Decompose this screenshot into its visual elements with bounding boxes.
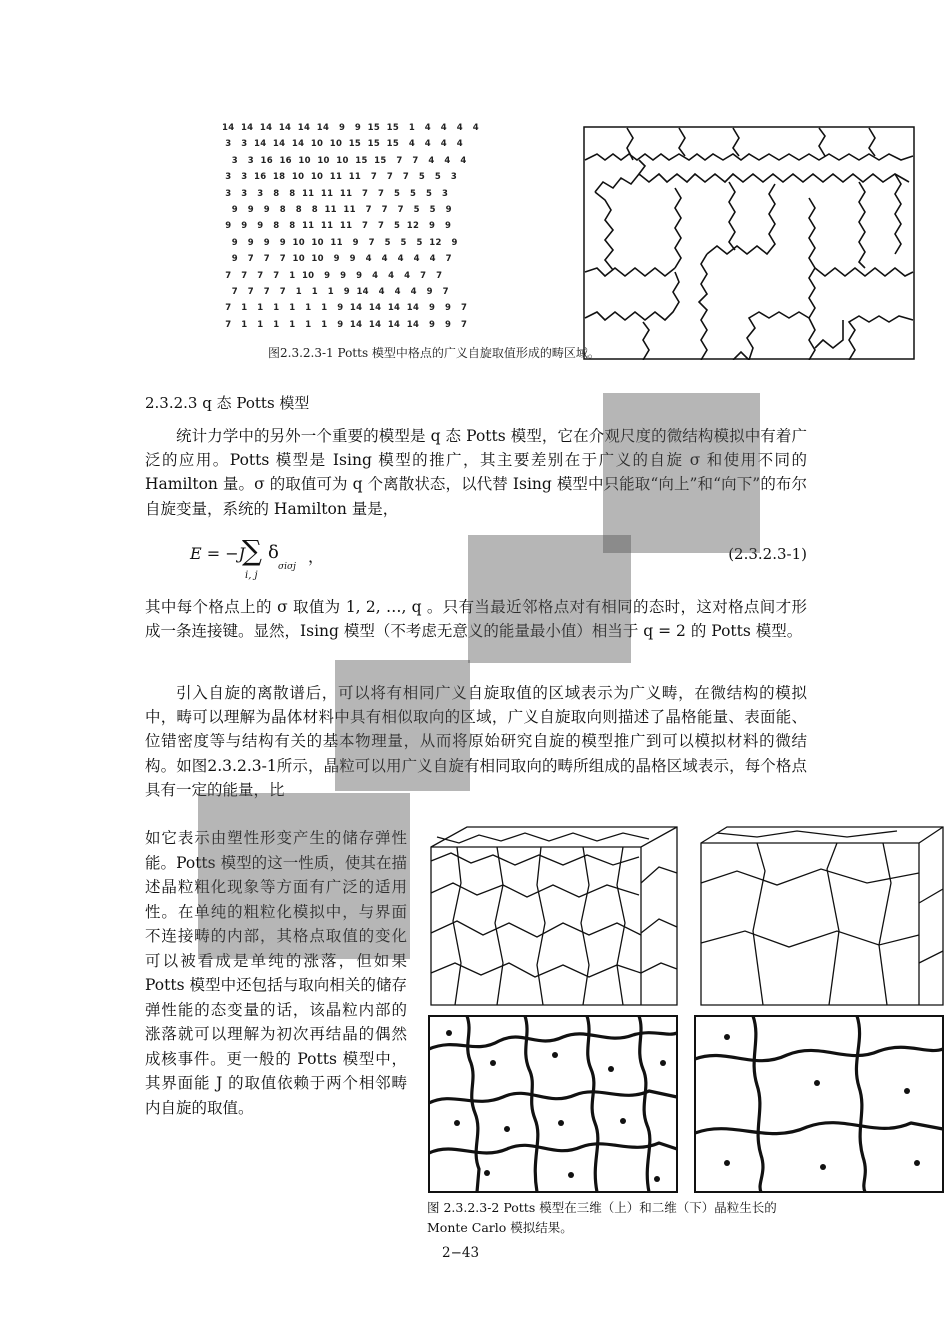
paragraph-text: 统计力学中的另外一个重要的模型是 q 态 Potts 模型，它在介观尺度的微结构模拟中有着广泛的应用。Potts 模型是 Ising 模型的推广，其主要差别在于广义的自旋 σ 和使用不同的 Hamilton 量。σ 的取值可为 q 个离散状态，以代替 Ising 模型中只能取“向上”和“向下”的布尔自旋变量，系统的 Hamilton 量是，: [145, 427, 807, 518]
lattice-row: 7 7 7 7 1 10 9 9 9 4 4 4 7 7: [222, 270, 443, 281]
lattice-row: 7 1 1 1 1 1 1 9 14 14 14 14 9 9 7: [222, 319, 468, 330]
lattice-row: 14 14 14 14 14 14 9 9 15 15 1 4 4 4 4: [222, 123, 480, 133]
lattice-row: 9 7 7 7 10 10 9 9 4 4 4 4 4 7: [222, 254, 452, 265]
grain-growth-figure: [427, 823, 947, 1195]
3d-panel-right: [701, 827, 943, 1005]
shade-overlay: [198, 793, 410, 959]
lattice-row: 3 3 14 14 14 10 10 15 15 15 4 4 4 4: [222, 139, 464, 150]
lattice-row: 3 3 16 16 10 10 10 15 15 7 7 4 4 4: [222, 155, 467, 166]
kronecker-delta: δ: [268, 542, 279, 563]
lattice-row: 3 3 16 18 10 10 11 11 7 7 7 5 5 3: [222, 172, 458, 183]
equation-comma: ，: [308, 547, 325, 566]
lattice-row: 9 9 9 9 10 10 11 9 7 5 5 5 12 9: [222, 237, 458, 248]
paragraph-text: 引入自旋的离散谱后，可以将有相同广义自旋取值的区域表示为广义畴，在微结构的模拟中，畴可以理解为晶体材料中具有相似取向的区域，广义自旋取向则描述了晶格能量、表面能、位错密度等与结构有关的基本物理量，从而将原始研究自旋的模型推广到可以模拟材料的微结构。如图2.3.2.3-1所示，晶粒可以用广义自旋有相同取向的畴所组成的晶格区域表示，每个格点具有一定的能量，比: [145, 684, 807, 799]
domain-boundary-map: [583, 126, 915, 360]
figure-2-caption: 图 2.3.2.3-2 Potts 模型在三维（上）和二维（下）晶粒生长的 Monte Carlo 模拟结果。: [427, 1200, 777, 1235]
lattice-row: 3 3 3 8 8 11 11 11 7 7 5 5 5 3: [222, 188, 449, 199]
lattice-row: 7 7 7 7 1 1 1 9 14 4 4 4 9 7: [222, 287, 449, 298]
shade-overlay: [603, 393, 760, 553]
3d-panel-left: [431, 827, 677, 1005]
paragraph-text: 如它表示由塑性形变产生的储存弹性能。Potts 模型的这一性质，使其在描述晶粒粗化现象等方面有广泛的适用性。在单纯的粗粒化模拟中，与界面不连接畴的内部，其格点取值的变化可以被看成是单纯的涨落，但如果 Potts 模型中还包括与取向相关的储存弹性能的态变量的话，该晶粒内部的涨落就可以理解为初次再结晶的偶然成核事件。更一般的 Potts 模型中，其界面能 J 的取值依赖于两个相邻畴内自旋的取值。: [145, 829, 407, 1117]
summation-index: i, j: [245, 570, 258, 581]
lattice-row: 9 9 9 8 8 8 11 11 7 7 7 5 5 9: [222, 205, 452, 216]
lattice-row: 9 9 9 8 8 11 11 11 7 7 5 12 9 9: [222, 221, 452, 232]
summation-symbol: ∑: [242, 534, 262, 567]
section-heading: 2.3.2.3 q 态 Potts 模型: [145, 394, 310, 412]
figure-1-caption: 图2.3.2.3-1 Potts 模型中格点的广义自旋取值形成的畴区域。: [268, 346, 600, 360]
paragraph-discrete-spectrum: [145, 681, 807, 802]
page-number: 2−43: [442, 1245, 480, 1261]
2d-panel-right: [695, 1016, 943, 1192]
equation-lhs: E = −J: [190, 544, 246, 563]
2d-panel-left: [429, 1016, 677, 1192]
paragraph-text: 其中每个格点上的 σ 取值为 1, 2, …, q 。只有当最近邻格点对有相同的态时，这对格点间才形成一条连接键。显然，Ising 模型（不考虑无意义的能量最小值）相当于 q = 2 的 Potts 模型。: [145, 598, 807, 641]
lattice-row: 7 1 1 1 1 1 1 9 14 14 14 14 9 9 7: [222, 303, 468, 314]
shade-overlay: [468, 535, 631, 663]
equation-number: (2.3.2.3-1): [728, 545, 807, 563]
shade-overlay: [335, 660, 470, 791]
lattice-spin-grid: [222, 120, 574, 360]
delta-subscript: σiσj: [278, 562, 296, 572]
